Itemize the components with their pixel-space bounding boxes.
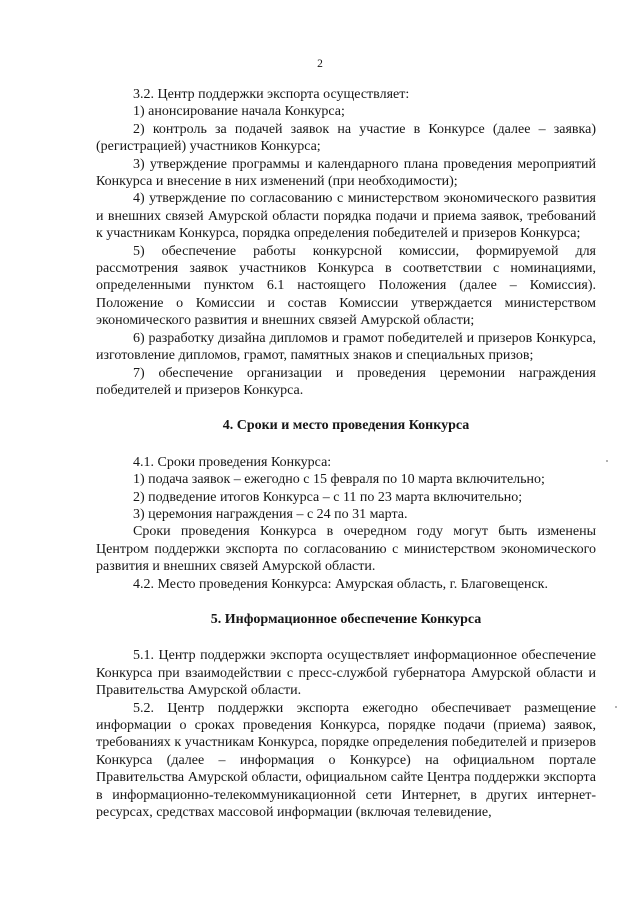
document-body	[96, 86, 596, 821]
list-item-4-1-3: 3) церемония награждения – с 24 по 31 марта.	[133, 506, 408, 522]
paragraph-4-2: 4.2. Место проведения Конкурса: Амурская область, г. Благовещенск.	[133, 576, 548, 592]
paragraph-5-1: 5.1. Центр поддержки экспорта осуществляет информационное обеспечение Конкурса при взаимодействии с пресс-службой губернатора Амурской области и Правительства Амурской области.	[96, 648, 596, 699]
list-item-3-2-1: 1) анонсирование начала Конкурса;	[133, 104, 345, 120]
list-item-3-2-7: 7) обеспечение организации и проведения церемонии награждения победителей и призеров Конкурса.	[96, 365, 596, 398]
section-5	[96, 647, 596, 821]
section-4	[96, 454, 596, 593]
paragraph-3-2: 3.2. Центр поддержки экспорта осуществляет:	[133, 87, 410, 102]
scan-speck	[615, 706, 617, 708]
list-item-4-1-1: 1) подача заявок – ежегодно с 15 февраля по 10 марта включительно;	[133, 472, 545, 488]
list-item-4-1-2: 2) подведение итогов Конкурса – с 11 по 23 марта включительно;	[133, 489, 523, 505]
section-4-heading: 4. Сроки и место проведения Конкурса	[222, 418, 470, 434]
section-3-tail	[96, 86, 596, 399]
page-number: 2	[317, 58, 323, 70]
paragraph-5-2: 5.2. Центр поддержки экспорта ежегодно обеспечивает размещение информации о сроках проведения Конкурса, порядке подачи (приема) заявок, требованиях к участникам Конкурса, порядке определения победителей и призеров Конкурса (далее – информация о Конкурсе) на официальном портале Правительства Амурской области, официальном сайте Центра поддержки экспорта в информационно-телекоммуникационной сети Интернет, в других интернет-ресурсах, средствах массовой информации (включая телевидение,	[96, 700, 596, 821]
paragraph-4-1-note: Сроки проведения Конкурса в очередном году могут быть изменены Центром поддержки экспорта по согласованию с министерством экономического развития и внешних связей Амурской области.	[96, 524, 596, 575]
list-item-3-2-6: 6) разработку дизайна дипломов и грамот победителей и призеров Конкурса, изготовление дипломов, грамот, памятных знаков и специальных призов;	[96, 330, 596, 364]
list-item-3-2-4: 4) утверждение по согласованию с министерством экономического развития и внешних связей Амурской области порядка подачи и приема заявок, требований к участникам Конкурса, порядка определения победителей и призеров Конкурса;	[96, 191, 596, 242]
scan-speck	[606, 460, 608, 462]
section-5-heading: 5. Информационное обеспечение Конкурса	[210, 611, 482, 627]
list-item-3-2-3: 3) утверждение программы и календарного плана проведения мероприятий Конкурса и внесение в них изменений (при необходимости);	[96, 156, 596, 190]
list-item-3-2-5: 5) обеспечение работы конкурсной комиссии, формируемой для рассмотрения заявок участников Конкурса в соответствии с номинациями, определенными пунктом 6.1 настоящего Положения (далее – Комиссия). Положение о Комиссии и состав Комиссии утверждается министерством экономического развития и внешних связей Амурской области;	[96, 243, 596, 329]
paragraph-4-1: 4.1. Сроки проведения Конкурса:	[133, 454, 332, 470]
list-item-3-2-2: 2) контроль за подачей заявок на участие в Конкурсе (далее – заявка) (регистрацией) участников Конкурса;	[96, 121, 596, 155]
